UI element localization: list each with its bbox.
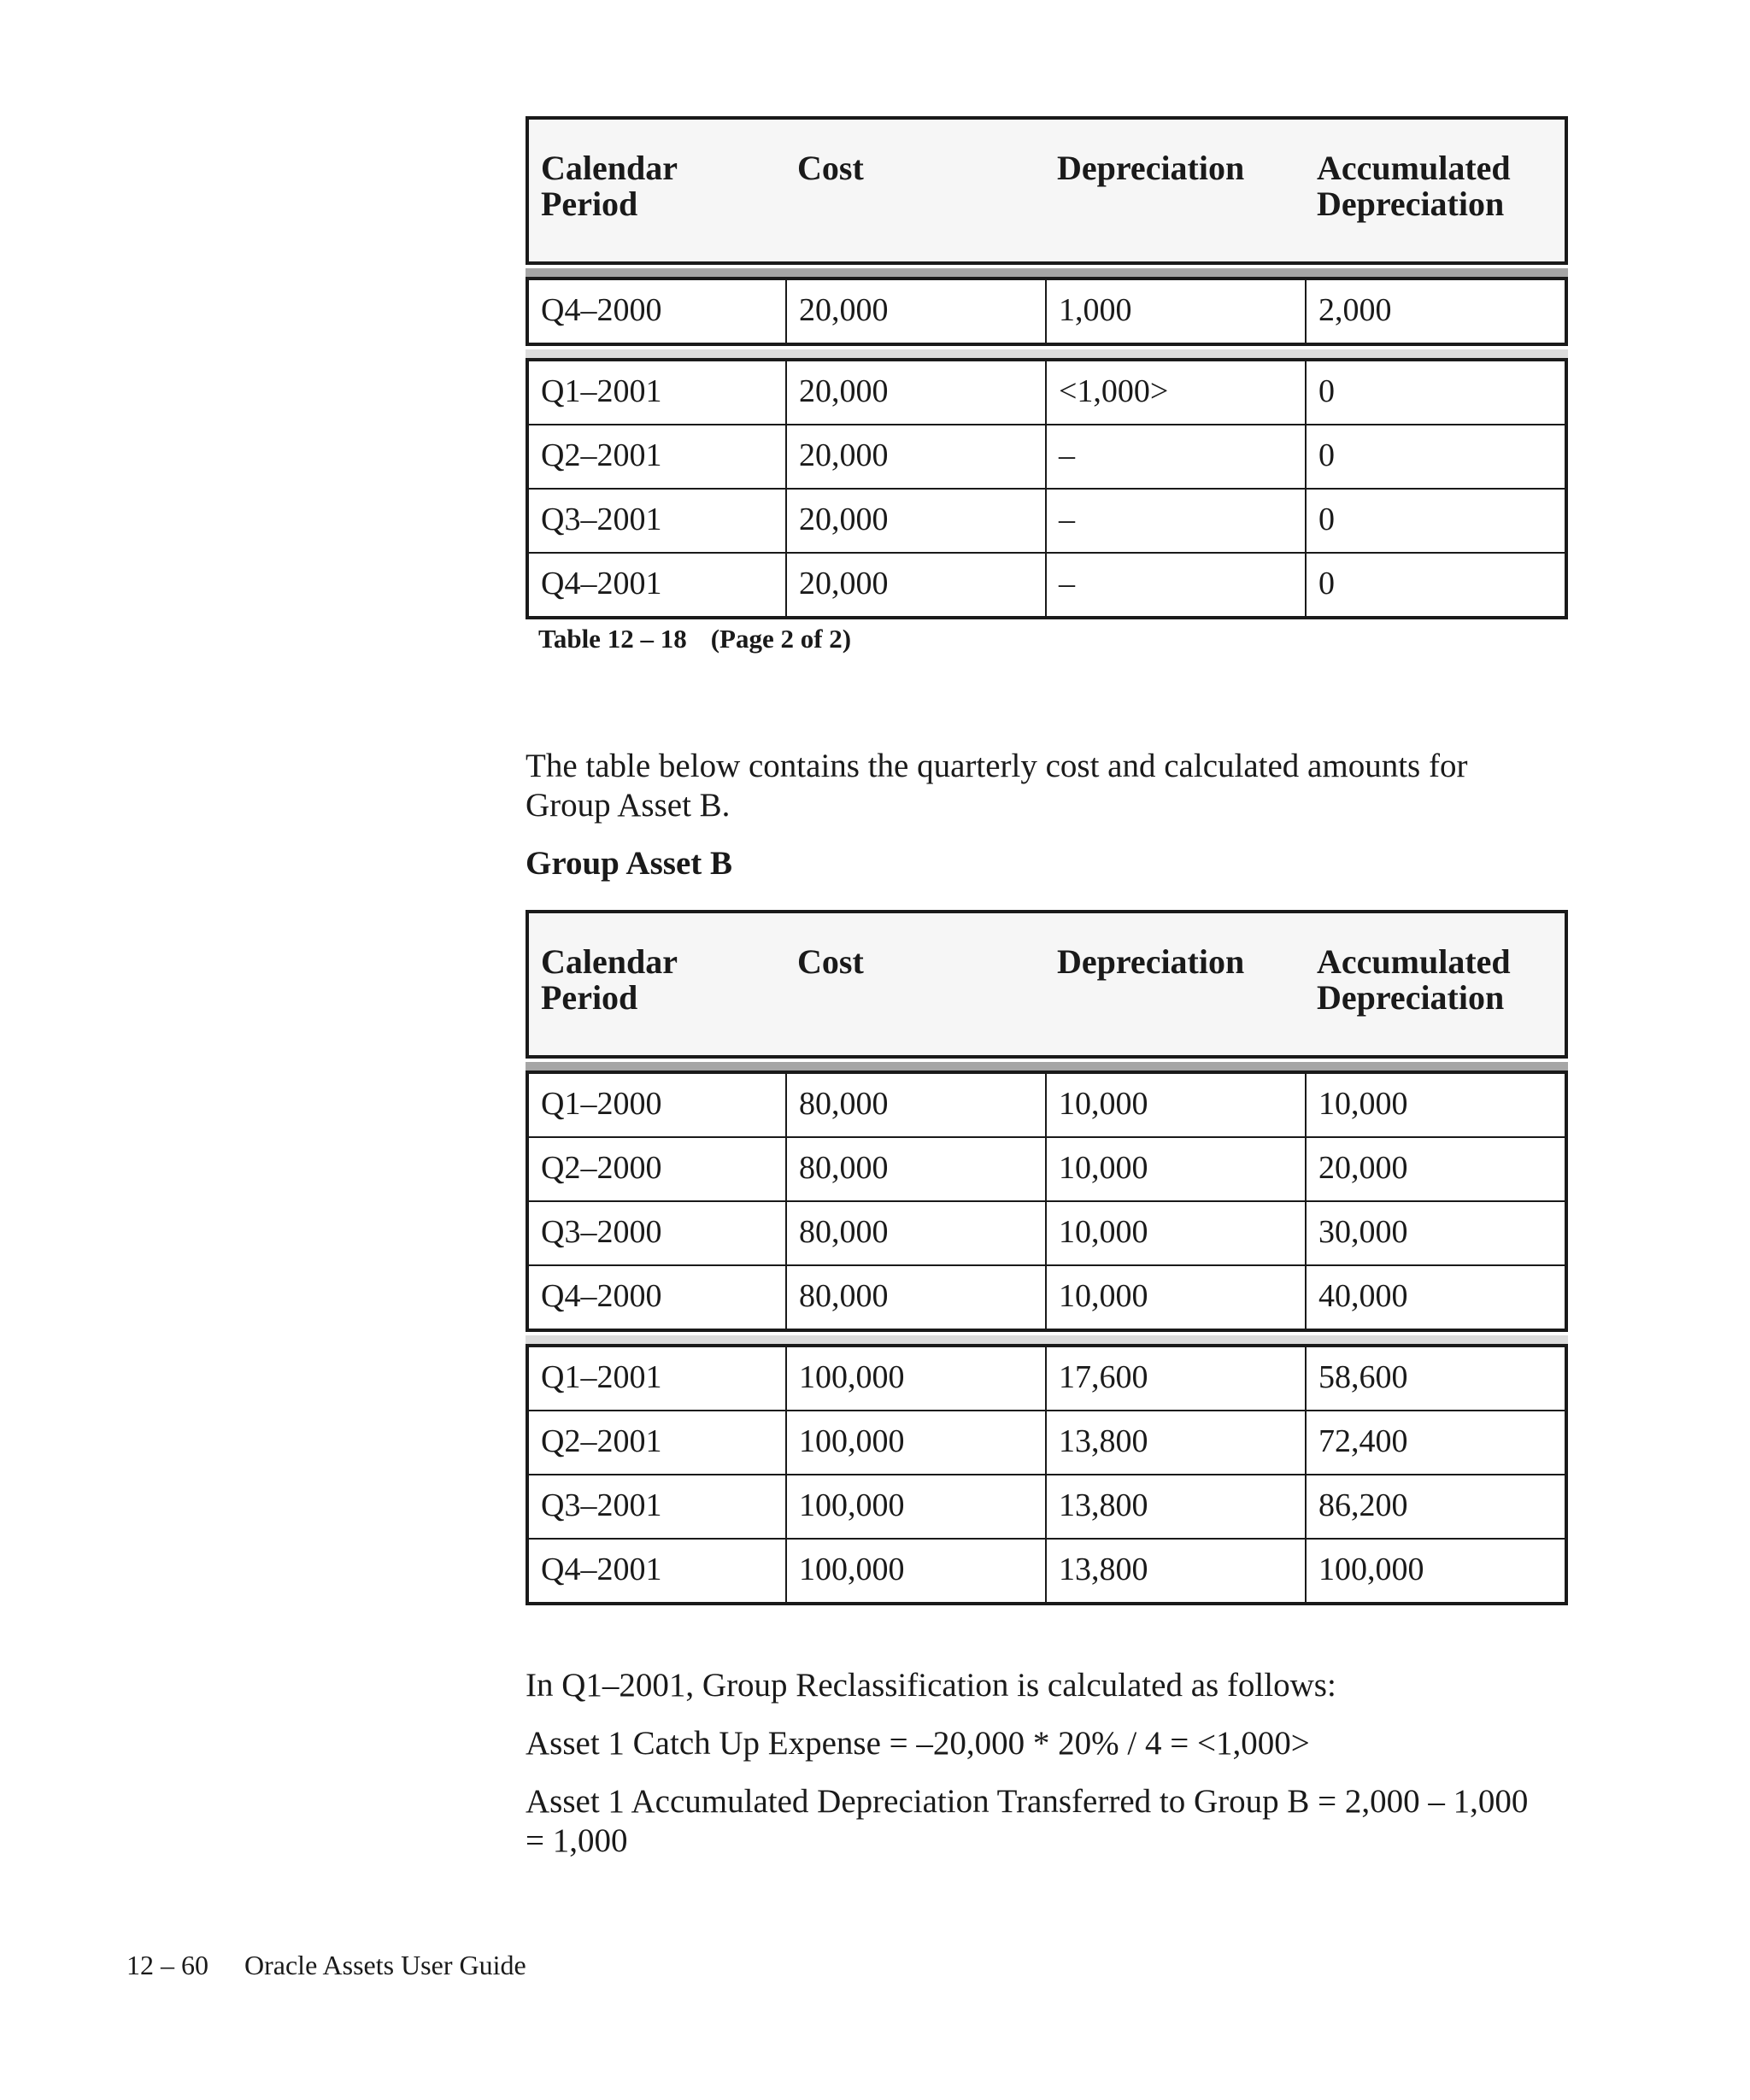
header-separator: [526, 1062, 1568, 1071]
column-header-line: Period: [541, 978, 638, 1017]
table-cell: 20,000: [785, 280, 1045, 343]
column-header-line: Cost: [797, 942, 864, 981]
table-cell: Q1–2000: [541, 1086, 662, 1122]
caption-page: (Page 2 of 2): [710, 624, 852, 654]
table-a: [526, 116, 1568, 619]
table-cell: Q4–2000: [541, 292, 662, 328]
table-cell: 100,000: [1305, 1540, 1565, 1602]
table-a-column-header: [1045, 120, 1305, 261]
table-cell: 0: [1305, 490, 1565, 552]
table-cell: 20,000: [1305, 1138, 1565, 1200]
footer-book-title: Oracle Assets User Guide: [244, 1950, 526, 1980]
table-b-header-row: [526, 910, 1568, 1059]
table-b-column-header: [785, 913, 1045, 1055]
table-cell: Q2–2000: [541, 1150, 662, 1186]
column-header-line: Calendar: [541, 942, 678, 981]
table-cell: 80,000: [785, 1074, 1045, 1136]
table-a-column-header: [529, 120, 785, 261]
table-cell: 80,000: [785, 1202, 1045, 1264]
column-header-line: Cost: [797, 149, 864, 187]
table-cell: 10,000: [1045, 1266, 1305, 1329]
column-header-line: Period: [541, 185, 638, 223]
table-cell: 0: [1305, 361, 1565, 424]
table-cell: 86,200: [1305, 1475, 1565, 1538]
table-cell: Q3–2001: [541, 1487, 662, 1523]
table-cell: 2,000: [1305, 280, 1565, 343]
table-row: [529, 552, 1565, 616]
table-cell: 80,000: [785, 1266, 1045, 1329]
table-cell: 13,800: [1045, 1411, 1305, 1474]
column-header-line: Calendar: [541, 149, 678, 187]
table-cell: 30,000: [1305, 1202, 1565, 1264]
table-cell: –: [1045, 490, 1305, 552]
table-b-column-header: [1305, 913, 1565, 1055]
table-cell: 80,000: [785, 1138, 1045, 1200]
table-cell: –: [1045, 425, 1305, 488]
table-row: [529, 1074, 1565, 1136]
column-header-line: Accumulated: [1317, 149, 1511, 187]
table-a-column-header: [785, 120, 1045, 261]
table-a-column-header: [1305, 120, 1565, 261]
column-header-line: Accumulated: [1317, 942, 1511, 981]
table-cell: Q3–2000: [541, 1214, 662, 1250]
table-row: [529, 1538, 1565, 1602]
table-cell: 72,400: [1305, 1411, 1565, 1474]
table-row: [529, 1474, 1565, 1538]
table-cell: 40,000: [1305, 1266, 1565, 1329]
table-cell: 100,000: [785, 1475, 1045, 1538]
group-separator: [526, 349, 1568, 358]
table-cell: Q2–2001: [541, 437, 662, 473]
table-cell: 10,000: [1045, 1202, 1305, 1264]
table-a-row-group: [526, 277, 1568, 346]
table-row: [529, 280, 1565, 343]
table-cell: 10,000: [1045, 1138, 1305, 1200]
table-b-row-group: [526, 1344, 1568, 1605]
table-cell: 20,000: [785, 425, 1045, 488]
table-cell: 58,600: [1305, 1347, 1565, 1410]
table-b-row-group: [526, 1071, 1568, 1332]
table-cell: 10,000: [1305, 1074, 1565, 1136]
table-cell: 17,600: [1045, 1347, 1305, 1410]
table-cell: 1,000: [1045, 280, 1305, 343]
table-row: [529, 361, 1565, 424]
table-cell: Q4–2001: [541, 1552, 662, 1587]
table-b: [526, 910, 1568, 1605]
table-cell: 0: [1305, 425, 1565, 488]
page-footer: [126, 1950, 526, 1981]
calc-paragraph-3: Asset 1 Accumulated Depreciation Transferred to Group B = 2,000 – 1,000 = 1,000: [526, 1783, 1529, 1859]
table-cell: Q4–2000: [541, 1278, 662, 1314]
table-cell: Q1–2001: [541, 373, 662, 409]
table-row: [529, 1347, 1565, 1410]
table-row: [529, 1136, 1565, 1200]
table-cell: –: [1045, 554, 1305, 616]
calc-paragraph-1: In Q1–2001, Group Reclassification is calculated as follows:: [526, 1667, 1336, 1704]
column-header-line: Depreciation: [1057, 942, 1245, 981]
group-separator: [526, 1335, 1568, 1344]
table-cell: 10,000: [1045, 1074, 1305, 1136]
calc-paragraph-2: Asset 1 Catch Up Expense = –20,000 * 20% / 4 = <1,000>: [526, 1725, 1310, 1762]
table-row: [529, 1410, 1565, 1474]
table-a-header-row: [526, 116, 1568, 265]
table-row: [529, 424, 1565, 488]
table-cell: 13,800: [1045, 1540, 1305, 1602]
column-header-line: Depreciation: [1057, 149, 1245, 187]
column-header-line: Depreciation: [1317, 978, 1505, 1017]
group-b-heading: Group Asset B: [526, 845, 732, 882]
table-cell: 20,000: [785, 490, 1045, 552]
column-header-line: Depreciation: [1317, 185, 1505, 223]
table-cell: <1,000>: [1045, 361, 1305, 424]
table-cell: 20,000: [785, 361, 1045, 424]
header-separator: [526, 268, 1568, 277]
table-caption: [538, 624, 851, 654]
table-cell: Q2–2001: [541, 1423, 662, 1459]
table-cell: 0: [1305, 554, 1565, 616]
table-cell: Q4–2001: [541, 566, 662, 601]
table-row: [529, 1264, 1565, 1329]
table-b-column-header: [529, 913, 785, 1055]
table-cell: Q3–2001: [541, 502, 662, 537]
table-cell: 100,000: [785, 1347, 1045, 1410]
caption-number: Table 12 – 18: [538, 624, 687, 654]
table-cell: Q1–2001: [541, 1359, 662, 1395]
table-cell: 100,000: [785, 1540, 1045, 1602]
table-a-row-group: [526, 358, 1568, 619]
footer-page-number: 12 – 60: [126, 1950, 208, 1980]
table-row: [529, 1200, 1565, 1264]
table-row: [529, 488, 1565, 552]
intro-paragraph: The table below contains the quarterly cost and calculated amounts for Group Asset B.: [526, 748, 1468, 824]
table-b-column-header: [1045, 913, 1305, 1055]
table-cell: 13,800: [1045, 1475, 1305, 1538]
table-cell: 100,000: [785, 1411, 1045, 1474]
table-cell: 20,000: [785, 554, 1045, 616]
